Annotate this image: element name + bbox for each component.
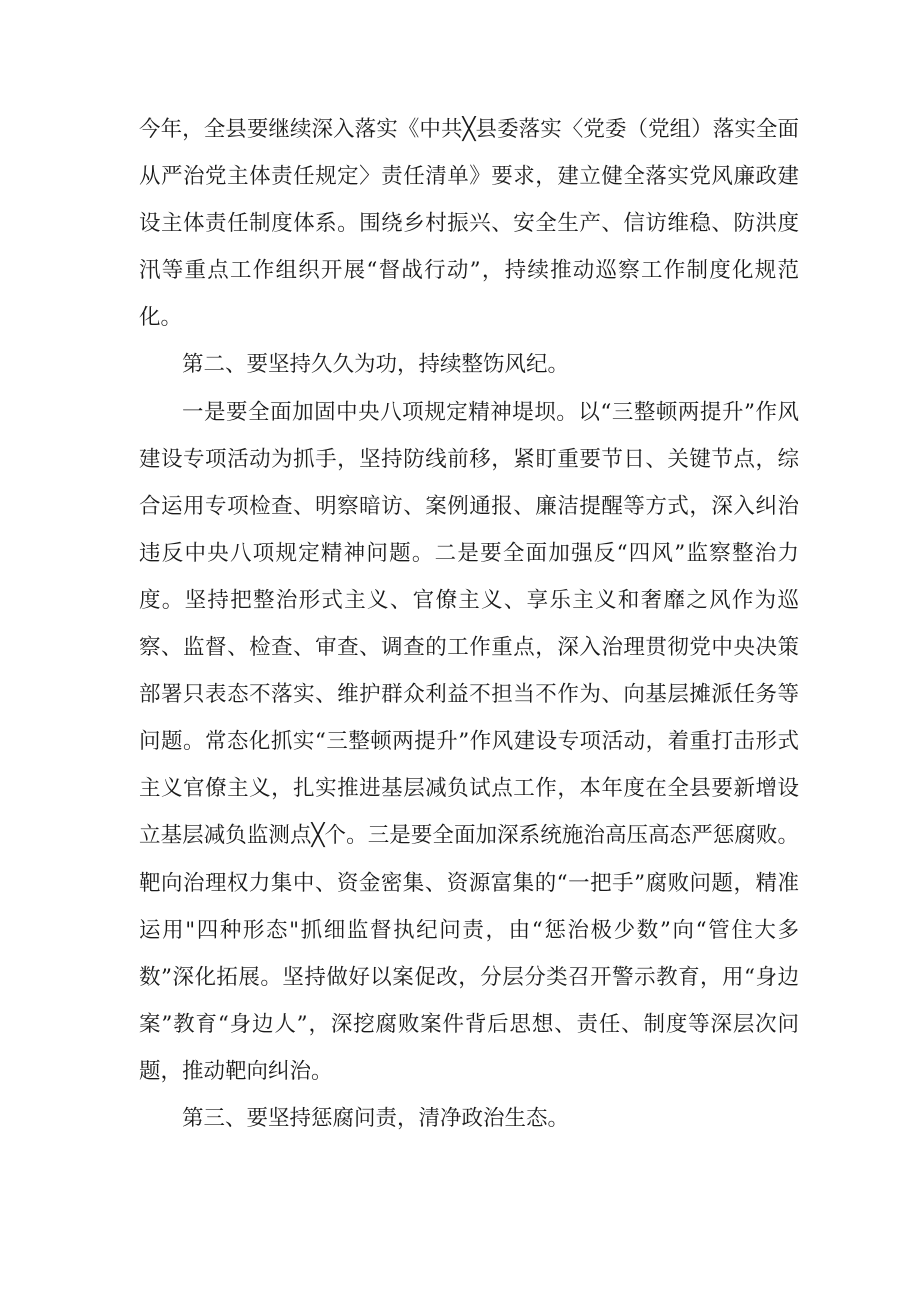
paragraph-heading-second: 第二、要坚持久久为功，持续整饬风纪。 [182, 352, 570, 378]
document-body [139, 106, 799, 1142]
paragraph-heading-third: 第三、要坚持惩腐问责，清净政治生态。 [182, 1105, 570, 1131]
paragraph-body-second: 一是要全面加固中央八项规定精神堤坝。以“三整顿两提升”作风建设专项活动为抓手，坚持防线前移，紧盯重要节日、关键节点，综合运用专项检查、明察暗访、案例通报、廉洁提醒等方式，深入纠治违反中央八项规定精神问题。二是要全面加强反“四风”监察整治力度。坚持把整治形式主义、官僚主义、享乐主义和奢靡之风作为巡察、监督、检查、审查、调查的工作重点，深入治理贯彻党中央决策部署只表态不落实、维护群众利益不担当不作为、向基层摊派任务等问题。常态化抓实“三整顿两提升”作风建设专项活动，着重打击形式主义官僚主义，扎实推进基层减负试点工作，本年度在全县要新增设立基层减负监测点╳个。三是要全面加深系统施治高压高态严惩腐败。靶向治理权力集中、资金密集、资源富集的“一把手”腐败问题，精准运用"四种形态"抓细监督执纪问责，由“惩治极少数”向“管住大多数”深化拓展。坚持做好以案促改，分层分类召开警示教育，用“身边案”教育“身边人”，深挖腐败案件背后思想、责任、制度等深层次问题，推动靶向纠治。 [139, 399, 799, 1084]
paragraph-intro: 今年，全县要继续深入落实《中共╳县委落实〈党委（党组）落实全面从严治党主体责任规定〉责任清单》要求，建立健全落实党风廉政建设主体责任制度体系。围绕乡村振兴、安全生产、信访维稳、防洪度汛等重点工作组织开展“督战行动”，持续推动巡察工作制度化规范化。 [139, 117, 799, 331]
